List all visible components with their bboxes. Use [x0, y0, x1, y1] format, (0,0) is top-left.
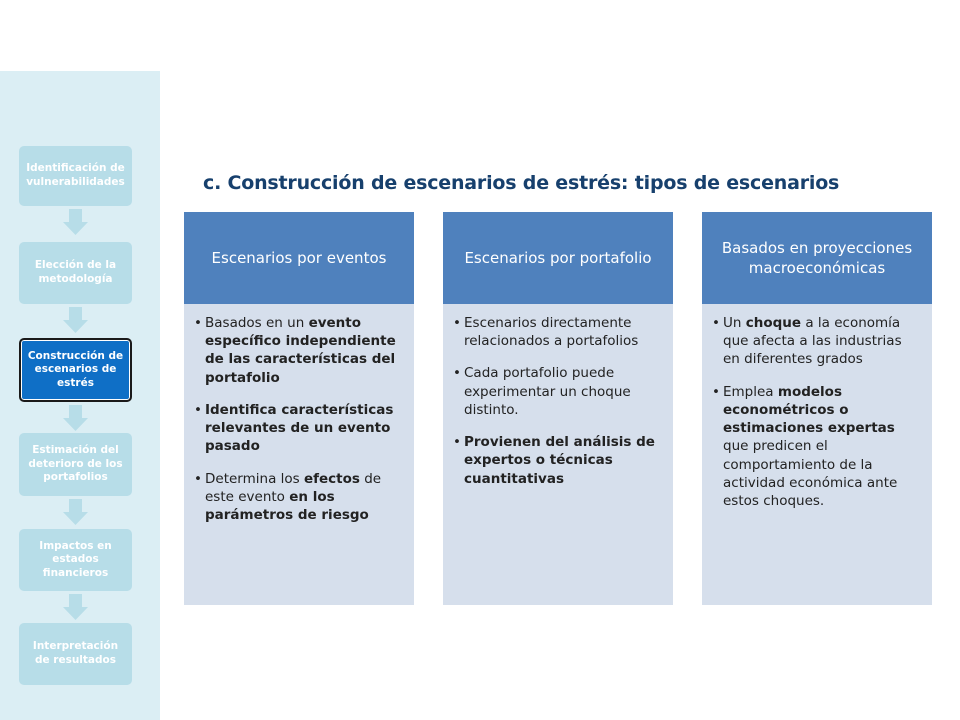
list-item: • Basados en un evento específico independiente de las características del portafolio: [194, 314, 404, 387]
column-eventos: [184, 212, 414, 605]
column-body: [443, 304, 673, 605]
step-construccion[interactable]: Construcción de escenarios de estrés: [19, 338, 132, 402]
column-body: [702, 304, 932, 605]
list-item: • Escenarios directamente relacionados a portafolios: [453, 314, 663, 350]
down-arrow-icon: [63, 209, 88, 235]
step-eleccion[interactable]: Elección de la metodología: [19, 242, 132, 304]
step-impactos[interactable]: Impactos en estados financieros: [19, 529, 132, 591]
step-interpretacion[interactable]: Interpretación de resultados: [19, 623, 132, 685]
column-portafolio: [443, 212, 673, 605]
list-item: • Un choque a la economía que afecta a las industrias en diferentes grados: [712, 314, 922, 369]
list-item: • Emplea modelos econométricos o estimaciones expertas que predicen el comportamiento de la actividad económica ante estos choques.: [712, 383, 922, 511]
page-title: c. Construcción de escenarios de estrés: tipos de escenarios: [203, 172, 840, 194]
column-body: [184, 304, 414, 605]
column-macroeconomicas: [702, 212, 932, 605]
process-sidebar: [0, 71, 160, 720]
down-arrow-icon: [63, 307, 88, 333]
down-arrow-icon: [63, 594, 88, 620]
list-item: • Cada portafolio puede experimentar un choque distinto.: [453, 364, 663, 419]
column-heading: Escenarios por eventos: [184, 212, 414, 304]
down-arrow-icon: [63, 499, 88, 525]
list-item: • Identifica características relevantes de un evento pasado: [194, 401, 404, 456]
down-arrow-icon: [63, 405, 88, 431]
step-estimacion[interactable]: Estimación del deterioro de los portafolios: [19, 433, 132, 496]
list-item: • Provienen del análisis de expertos o técnicas cuantitativas: [453, 433, 663, 488]
column-heading: Basados en proyecciones macroeconómicas: [702, 212, 932, 304]
list-item: • Determina los efectos de este evento en los parámetros de riesgo: [194, 470, 404, 525]
step-identificacion[interactable]: Identificación de vulnerabilidades: [19, 146, 132, 206]
column-heading: Escenarios por portafolio: [443, 212, 673, 304]
